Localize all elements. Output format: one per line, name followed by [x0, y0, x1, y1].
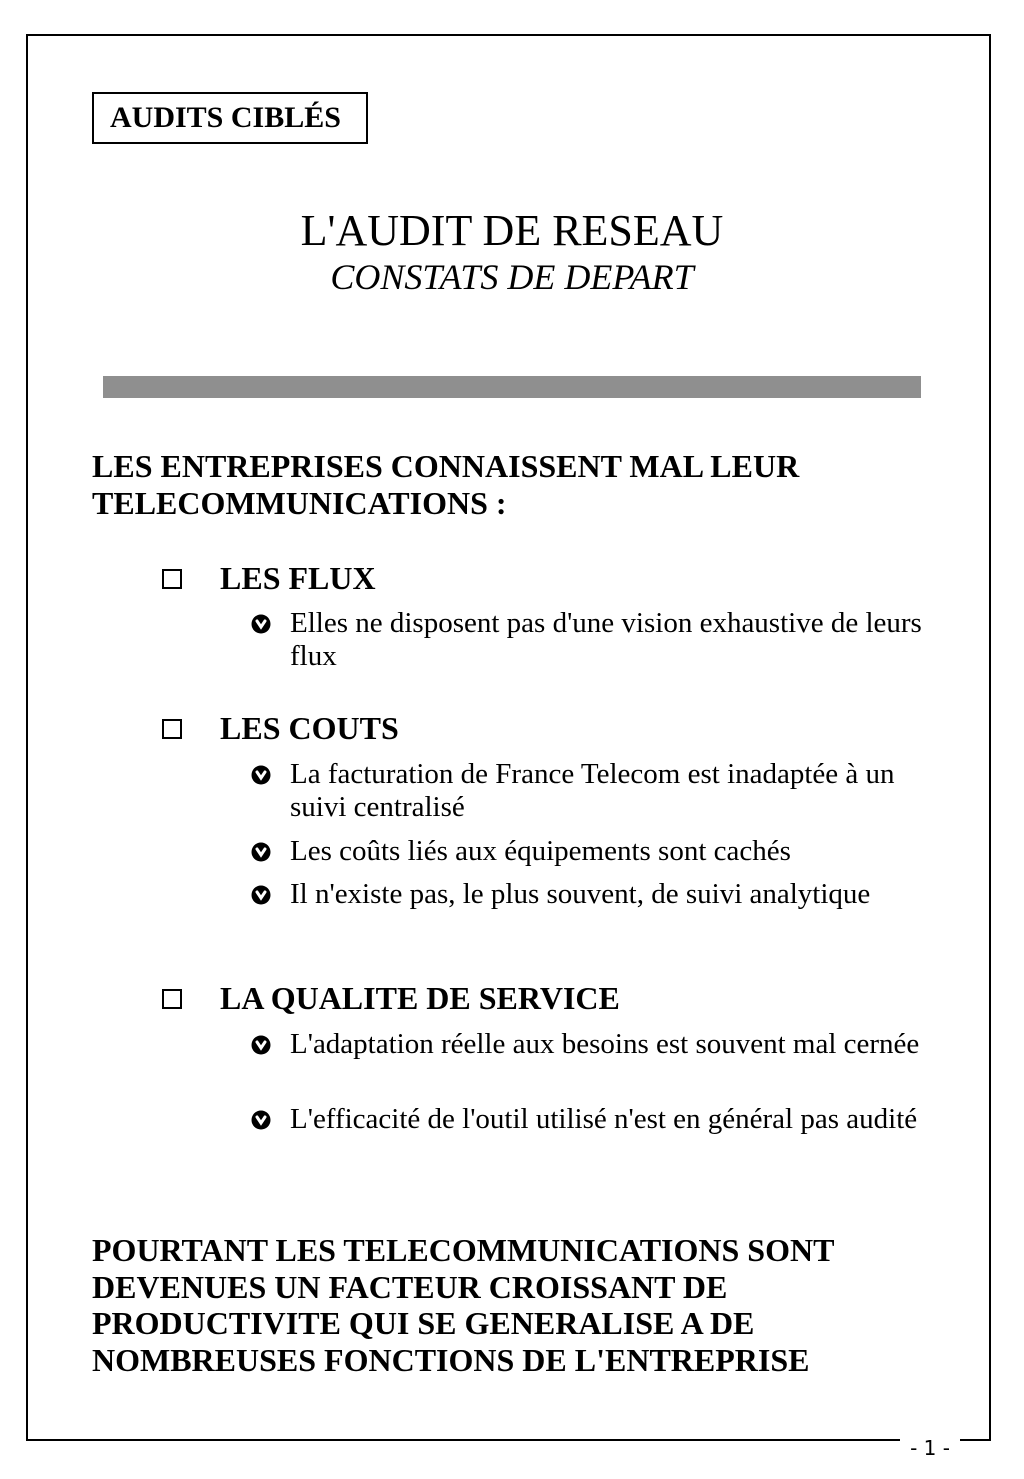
list-item: La facturation de France Telecom est inadaptée à un suivi centralisé — [290, 758, 895, 823]
arrow-bullet-icon — [250, 1034, 272, 1056]
arrow-bullet-icon — [250, 613, 272, 635]
gray-divider — [103, 376, 921, 398]
section-label: LA QUALITE DE SERVICE — [220, 980, 620, 1016]
list-item: Elles ne disposent pas d'une vision exhaustive de leurs flux — [290, 607, 922, 672]
checkbox-empty-icon — [162, 569, 182, 589]
list-item: L'adaptation réelle aux besoins est souvent mal cernée — [290, 1028, 920, 1060]
arrow-bullet-icon — [250, 841, 272, 863]
arrow-bullet-icon — [250, 884, 272, 906]
intro-heading: LES ENTREPRISES CONNAISSENT MAL LEUR TELECOMMUNICATIONS : — [92, 448, 800, 521]
section-label: LES COUTS — [220, 710, 399, 746]
section-label: LES FLUX — [220, 560, 376, 596]
list-item: L'efficacité de l'outil utilisé n'est en général pas audité — [290, 1103, 918, 1135]
list-item: Les coûts liés aux équipements sont cachés — [290, 835, 791, 867]
page-title: L'AUDIT DE RESEAU — [300, 206, 724, 255]
category-tag: AUDITS CIBLÉS — [92, 92, 368, 144]
checkbox-empty-icon — [162, 719, 182, 739]
page-subtitle: CONSTATS DE DEPART — [330, 257, 694, 297]
list-item: Il n'existe pas, le plus souvent, de suivi analytique — [290, 878, 871, 910]
arrow-bullet-icon — [250, 1109, 272, 1131]
checkbox-empty-icon — [162, 989, 182, 1009]
arrow-bullet-icon — [250, 764, 272, 786]
page-number: - 1 - — [900, 1434, 960, 1462]
conclusion-heading: POURTANT LES TELECOMMUNICATIONS SONT DEVENUES UN FACTEUR CROISSANT DE PRODUCTIVITE QUI SE GENERALISE A DE NOMBREUSES FONCTIONS DE L'ENTREPRISE — [92, 1232, 834, 1378]
